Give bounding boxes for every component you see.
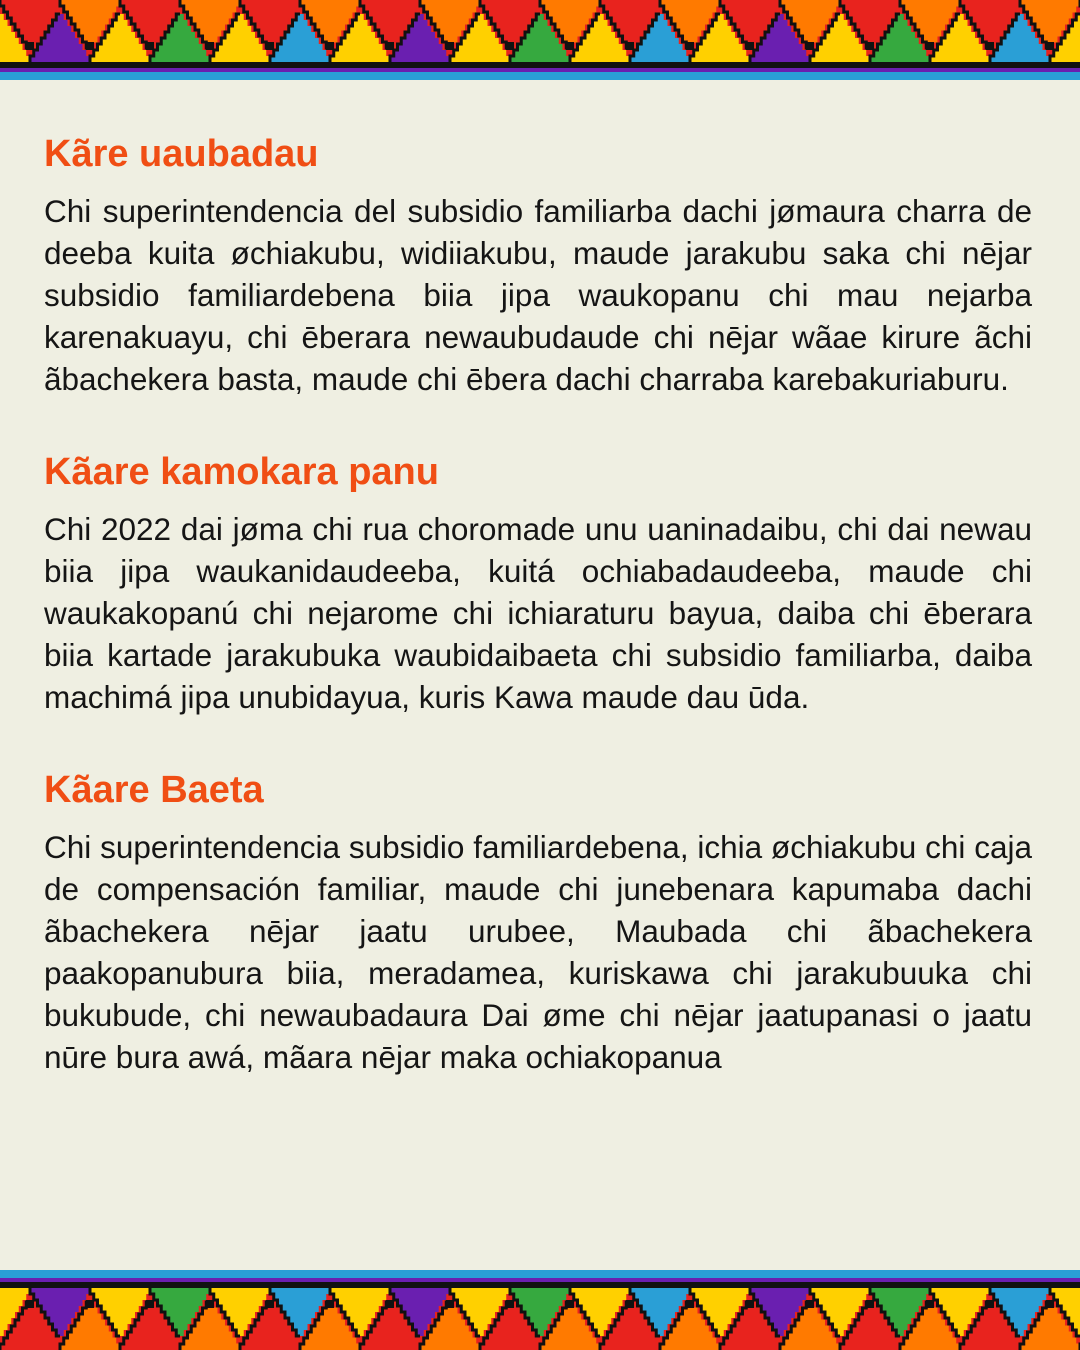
section-paragraph: Chi superintendencia subsidio familiardebena, ichia øchiakubu chi caja de compensación familiar, maude chi junebenara kapumaba dachi ãbachekera nējar jaatu urubee, Maubada chi ãbachekera paakopanubura biia, meradamea, kuriskawa chi jarakubuuka chi bukubude, chi newaubadaura Dai øme chi nējar jaatupanasi o jaatu nūre bura awá, mãara nējar maka ochiakopanua bbox=[44, 829, 1032, 1075]
section-kaare-baeta bbox=[44, 764, 1032, 1078]
decorative-border-top bbox=[0, 0, 1080, 80]
section-kare-uaubadau bbox=[44, 128, 1032, 400]
section-heading: Kãare kamokara panu bbox=[44, 451, 439, 493]
section-heading: Kãare Baeta bbox=[44, 769, 264, 811]
section-heading: Kãre uaubadau bbox=[44, 133, 319, 175]
decorative-border-bottom bbox=[0, 1270, 1080, 1350]
section-kaare-kamokara-panu bbox=[44, 446, 1032, 718]
section-paragraph: Chi 2022 dai jøma chi rua choromade unu uaninadaibu, chi dai newau biia jipa waukanidaudeeba, kuitá ochiabadaudeeba, maude chi waukakopanú chi nejarome chi ichiaraturu bayua, daiba chi ēberara biia kartade jarakubuka waubidaibaeta chi subsidio familiarba, daiba machimá jipa unubidayua, kuris Kawa maude dau ūda. bbox=[44, 511, 1032, 715]
main-content bbox=[44, 128, 1032, 1078]
section-paragraph: Chi superintendencia del subsidio familiarba dachi jømaura charra de deeba kuita øchiakubu, widiiakubu, maude jarakubu saka chi nējar subsidio familiardebena biia jipa waukopanu chi mau nejarba karenakuayu, chi ēberara newaubudaude chi nējar wãae kirure ãchi ãbachekera basta, maude chi ēbera dachi charraba karebakuriaburu. bbox=[44, 193, 1032, 397]
